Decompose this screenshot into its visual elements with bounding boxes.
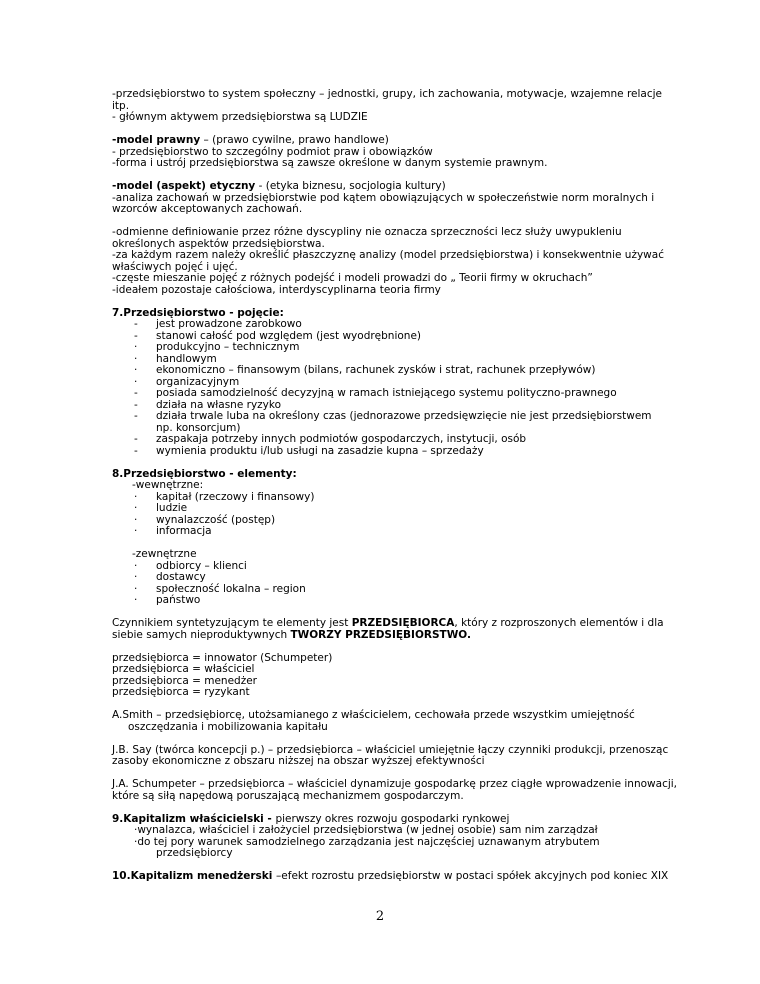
text-line: -analiza zachowań w przedsiębiorstwie pod kątem obowiązujących w społeczeństwie norm moralnych i: [112, 191, 655, 204]
section-10-heading: [112, 870, 669, 883]
synthesis-paragraph: [112, 617, 664, 641]
section-9: [112, 814, 652, 860]
bullet-marker: ·: [134, 525, 138, 537]
text-line: [112, 630, 652, 642]
list-item: [112, 492, 652, 504]
legal-model-heading: [112, 135, 652, 147]
text-span: Czynnikiem syntetyzującym te elementy jest: [112, 617, 352, 629]
text-line: - przedsiębiorstwo to szczególny podmiot praw i obowiązków: [112, 145, 433, 158]
bullet-marker: ·: [134, 352, 138, 365]
schumpeter-paragraph: [112, 778, 678, 802]
text-line: zasoby ekonomiczne z obszaru niższej na obszar wyższej efektywności: [112, 755, 485, 767]
list-item-text: działa trwale luba na określony czas (jednorazowe przedsięwzięcie nie jest przedsiębiorstwem np. konsorcjum): [156, 410, 652, 434]
document-body: [112, 88, 678, 894]
external-elements-list: [112, 561, 652, 607]
list-item-text: ekonomiczno – finansowym (bilans, rachunek zysków i strat, rachunek przepływów): [156, 364, 596, 376]
list-item: [112, 411, 652, 434]
bullet-marker: -: [134, 444, 138, 457]
list-item-text: produkcyjno – technicznym: [156, 341, 300, 353]
heading-bold: -model prawny: [112, 134, 201, 146]
text-line: -częste mieszanie pojęć z różnych podejść i modeli prowadzi do „ Teorii firmy w okruchach”: [112, 272, 593, 284]
definitions-paragraph: [112, 226, 664, 296]
section-7: [112, 308, 652, 458]
bullet-marker: -: [134, 410, 138, 422]
list-item-text: wynalazczość (postęp): [156, 513, 276, 526]
list-item: [112, 526, 652, 538]
bullet-marker: ·: [134, 490, 138, 503]
emphasis-creates-enterprise: TWORZY PRZEDSIĘBIORSTWO.: [290, 628, 471, 641]
intro-paragraph: [112, 88, 662, 124]
list-item-text: posiada samodzielność decyzyjną w ramach istniejącego systemu polityczno-prawnego: [156, 387, 617, 399]
text-line: J.B. Say (twórca koncepcji p.) – przedsiębiorca – właściciel umiejętnie łączy czynniki produkcji, przenosząc: [112, 743, 669, 756]
section-title: 7.Przedsiębiorstwo - pojęcie:: [112, 306, 284, 319]
bullet-marker: ·: [134, 375, 138, 388]
list-item-text: odbiorcy – klienci: [156, 559, 247, 572]
text-line: przedsiębiorca = ryzykant: [112, 686, 250, 698]
list-item-text: ·do tej pory warunek samodzielnego zarządzania jest najczęściej uznawanym atrybutem: [134, 835, 600, 848]
heading-rest: pierwszy okres rozwoju gospodarki rynkowej: [275, 812, 510, 825]
list-item-text: ·wynalazca, właściciel i założyciel przedsiębiorstwa (w jednej osobie) sam nim zarządzał: [134, 824, 598, 836]
text-line: itp.: [112, 99, 130, 112]
list-item-text: zaspakaja potrzeby innych podmiotów gospodarczych, instytucji, osób: [156, 433, 527, 445]
equations-paragraph: [112, 653, 652, 699]
section-title: 8.Przedsiębiorstwo - elementy:: [112, 467, 297, 480]
heading-bold: -model (aspekt) etyczny: [112, 180, 256, 192]
smith-paragraph: [112, 710, 652, 733]
bullet-marker: ·: [134, 341, 138, 353]
section-10: [112, 870, 669, 883]
emphasis-entrepreneur: PRZEDSIĘBIORCA: [351, 617, 455, 629]
list-item-text: stanowi całość pod względem (jest wyodrębnione): [156, 329, 422, 342]
bullet-marker: -: [134, 318, 138, 330]
bullet-marker: ·: [134, 582, 138, 595]
list-item-text: ludzie: [156, 502, 188, 514]
list-item-text: dostawcy: [156, 571, 206, 583]
text-line: przedsiębiorca = menedżer: [112, 674, 257, 687]
section-8: [112, 469, 652, 607]
list-item-text: działa na własne ryzyko: [156, 398, 282, 411]
text-line: - głównym aktywem przedsiębiorstwa są LUDZIE: [112, 111, 368, 123]
section-title: 9.Kapitalizm właścicielski -: [112, 812, 276, 825]
section-7-list: [112, 319, 652, 457]
text-line: -za każdym razem należy określić płaszczyznę analizy (model przedsiębiorstwa) i konsekwentnie używać: [112, 249, 664, 261]
text-span: , który z rozproszonych elementów i dla: [454, 617, 664, 629]
text-line: przedsiębiorca = właściciel: [112, 663, 255, 675]
list-item-text: społeczność lokalna – region: [156, 582, 306, 595]
legal-model-paragraph: [112, 135, 652, 170]
bullet-marker: ·: [134, 513, 138, 526]
bullet-marker: ·: [134, 502, 138, 514]
heading-rest: - (etyka biznesu, socjologia kultury): [255, 180, 446, 192]
text-line: przedsiębiorca = innowator (Schumpeter): [112, 651, 333, 664]
text-line: J.A. Schumpeter – przedsiębiorca – właściciel dynamizuje gospodarkę przez ciągłe wprowadzenie innowacji,: [112, 778, 678, 790]
text-line: A.Smith – przedsiębiorcę, utożsamianego z właścicielem, cechowała przede wszystkim umiejętność: [112, 709, 635, 721]
list-item: [112, 595, 652, 607]
text-line: określonych aspektów przedsiębiorstwa.: [112, 237, 325, 250]
internal-elements-list: [112, 492, 652, 538]
text-line: -odmienne definiowanie przez różne dyscypliny nie oznacza sprzeczności lecz służy uwypukleniu: [112, 226, 622, 238]
list-item-text: kapitał (rzeczowy i finansowy): [156, 490, 315, 503]
section-title: 10.Kapitalizm menedżerski: [112, 870, 277, 882]
text-span: siebie samych nieproduktywnych: [112, 628, 291, 641]
bullet-marker: -: [134, 433, 138, 445]
list-item-continuation: przedsiębiorcy: [156, 847, 233, 859]
list-item-text: informacja: [156, 525, 212, 537]
list-item-text: organizacyjnym: [156, 375, 240, 388]
list-item-text: państwo: [156, 594, 201, 606]
text-line: oszczędzania i mobilizowania kapitału: [128, 720, 328, 733]
bullet-marker: ·: [134, 364, 138, 376]
ethical-model-paragraph: [112, 180, 655, 216]
text-line: właściwych pojęć i ujęć.: [112, 260, 238, 273]
list-item-text: wymienia produktu i/lub usługi na zasadzie kupna – sprzedaży: [156, 444, 484, 457]
bullet-marker: -: [134, 398, 138, 411]
bullet-marker: ·: [134, 559, 138, 572]
text-line: wzorców akceptowanych zachowań.: [112, 203, 303, 215]
bullet-marker: ·: [134, 594, 138, 606]
bullet-marker: ·: [134, 571, 138, 583]
text-line: -przedsiębiorstwo to system społeczny – jednostki, grupy, ich zachowania, motywacje, wzajemne relacje: [112, 88, 662, 100]
text-line: -ideałem pozostaje całościowa, interdyscyplinarna teoria firmy: [112, 283, 441, 296]
bullet-marker: -: [134, 329, 138, 342]
heading-rest: –efekt rozrostu przedsiębiorstw w postaci spółek akcyjnych pod koniec XIX: [276, 870, 669, 882]
text-line: -forma i ustrój przedsiębiorstwa są zawsze określone w danym systemie prawnym.: [112, 157, 548, 169]
external-label: -zewnętrzne: [132, 548, 197, 560]
say-paragraph: [112, 743, 669, 768]
list-item-text: handlowym: [156, 352, 217, 365]
heading-rest: – (prawo cywilne, prawo handlowe): [200, 134, 389, 146]
ethical-model-heading: [112, 181, 652, 193]
bullet-marker: -: [134, 387, 138, 399]
internal-label: -wewnętrzne:: [132, 479, 204, 491]
page-number: 2: [375, 909, 385, 924]
text-line: które są siłą napędową poruszającą mechanizmem gospodarczym.: [112, 789, 464, 802]
list-item-text: jest prowadzone zarobkowo: [156, 318, 302, 330]
list-item: [112, 837, 652, 860]
list-item: [112, 446, 652, 458]
